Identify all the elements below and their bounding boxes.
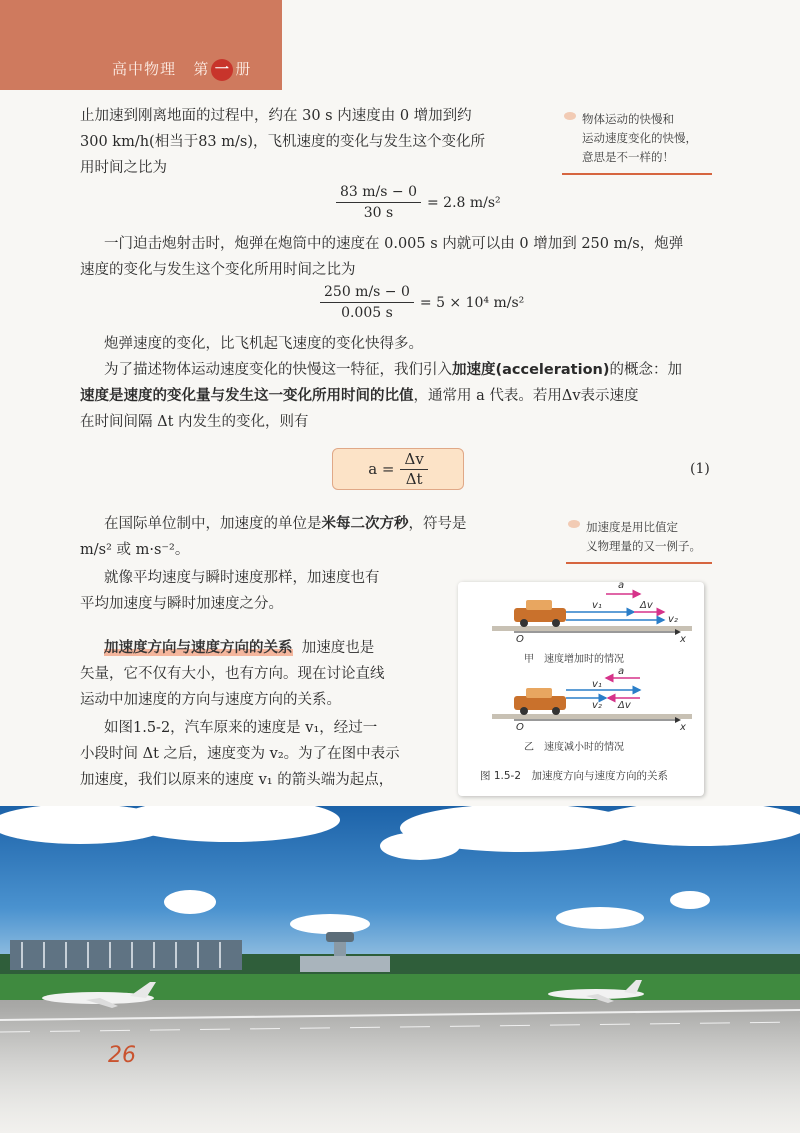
label-dv-top: Δv — [640, 600, 653, 611]
para4-line2: 速度是速度的变化量与发生这一变化所用时间的比值，通常用 a 代表。若用Δv表示速度 — [80, 388, 639, 404]
label-a-bottom: a — [618, 666, 625, 677]
page-number: 26 — [108, 1043, 136, 1068]
para6-line2: 平均加速度与瞬时加速度之分。 — [80, 596, 283, 612]
para7-line2: 小段时间 Δt 之后，速度变为 v₂。为了在图中表示 — [80, 746, 400, 762]
figure-caption: 图 1.5-2 加速度方向与速度方向的关系 — [480, 770, 669, 782]
figure-1-5-2 — [458, 582, 704, 796]
formula-shell: $\frac{250 m/s - 0}{0.005 s}$ = 5 × 10⁴ m/s² — [320, 284, 524, 321]
label-v2-top: v₂ — [668, 614, 678, 625]
volume-prefix: 第 — [193, 60, 210, 78]
para1-line3: 用时间之比为 — [80, 160, 167, 176]
term-acceleration: 加速度(acceleration) — [452, 362, 610, 378]
road-top — [492, 626, 692, 631]
volume-number-badge: 一 — [211, 59, 233, 81]
road-bottom — [492, 714, 692, 719]
chapter-header — [112, 58, 251, 81]
acceleration-formula-box: a = $\frac{\Delta v}{\Delta t}$ — [332, 448, 464, 490]
car-top — [514, 600, 566, 627]
para2-line1: 一门迫击炮射击时，炮弹在炮筒中的速度在 0.005 s 内就可以由 0 增加到 250 m/s，炮弹 — [104, 236, 684, 252]
para4-line3: 在时间间隔 Δt 内发生的变化，则有 — [80, 414, 309, 430]
para3: 炮弹速度的变化，比飞机起飞速度的变化快得多。 — [104, 336, 423, 352]
airport-illustration — [0, 806, 800, 1133]
para2-line2: 速度的变化与发生这个变化所用时间之比为 — [80, 262, 356, 278]
caption-case-jia: 甲 速度增加时的情况 — [524, 654, 624, 665]
section-title: 加速度方向与速度方向的关系 — [104, 640, 293, 656]
section-line3: 运动中加速度的方向与速度方向的关系。 — [80, 692, 341, 708]
label-dv-bottom: Δv — [618, 700, 631, 711]
para7-line1: 如图1.5-2，汽车原来的速度是 v₁，经过一 — [104, 720, 378, 736]
label-v1-bottom: v₁ — [592, 679, 602, 690]
label-v1-top: v₁ — [592, 600, 602, 611]
para5-line2: m/s² 或 m·s⁻²。 — [80, 542, 190, 558]
para1-line1: 止加速到刚离地面的过程中，约在 30 s 内速度由 0 增加到约 — [80, 108, 472, 124]
para6-line1: 就像平均速度与瞬时速度那样，加速度也有 — [104, 570, 380, 586]
section-line1: 加速度方向与速度方向的关系 加速度也是 — [104, 640, 375, 656]
equation-number: (1) — [690, 461, 710, 477]
caption-case-yi: 乙 速度减小时的情况 — [524, 742, 624, 753]
para5-line1: 在国际单位制中，加速度的单位是米每二次方秒，符号是 — [104, 516, 467, 532]
label-x-top: x — [680, 634, 686, 645]
airport-landscape-image — [0, 806, 800, 1133]
para7-line3: 加速度，我们以原来的速度 v₁ 的箭头端为起点， — [80, 772, 394, 788]
term-unit: 米每二次方秒 — [321, 516, 409, 532]
volume-suffix: 册 — [235, 60, 252, 78]
label-x-bottom: x — [680, 722, 686, 733]
para4-line1: 为了描述物体运动速度变化的快慢这一特征，我们引入加速度(acceleration)的概念：加 — [104, 362, 682, 378]
definition-acceleration: 速度是速度的变化量与发生这一变化所用时间的比值 — [80, 388, 414, 404]
book-title: 高中物理 — [112, 60, 177, 78]
sidenote-speed: 物体运动的快慢和 运动速度变化的快慢， 意思是不一样的！ — [562, 104, 712, 175]
label-a-top: a — [618, 580, 625, 591]
formula-plane: $\frac{83 m/s - 0}{30 s}$ = 2.8 m/s² — [336, 184, 501, 221]
label-o-bottom: O — [516, 722, 524, 733]
car-bottom — [514, 688, 566, 715]
label-o-top: O — [516, 634, 524, 645]
section-line2: 矢量，它不仅有大小，也有方向。现在讨论直线 — [80, 666, 385, 682]
label-v2-bottom: v₂ — [592, 700, 602, 711]
sidenote-ratio: 加速度是用比值定 义物理量的又一例子。 — [566, 512, 712, 564]
para1-line2: 300 km/h(相当于83 m/s)，飞机速度的变化与发生这个变化所 — [80, 134, 485, 150]
